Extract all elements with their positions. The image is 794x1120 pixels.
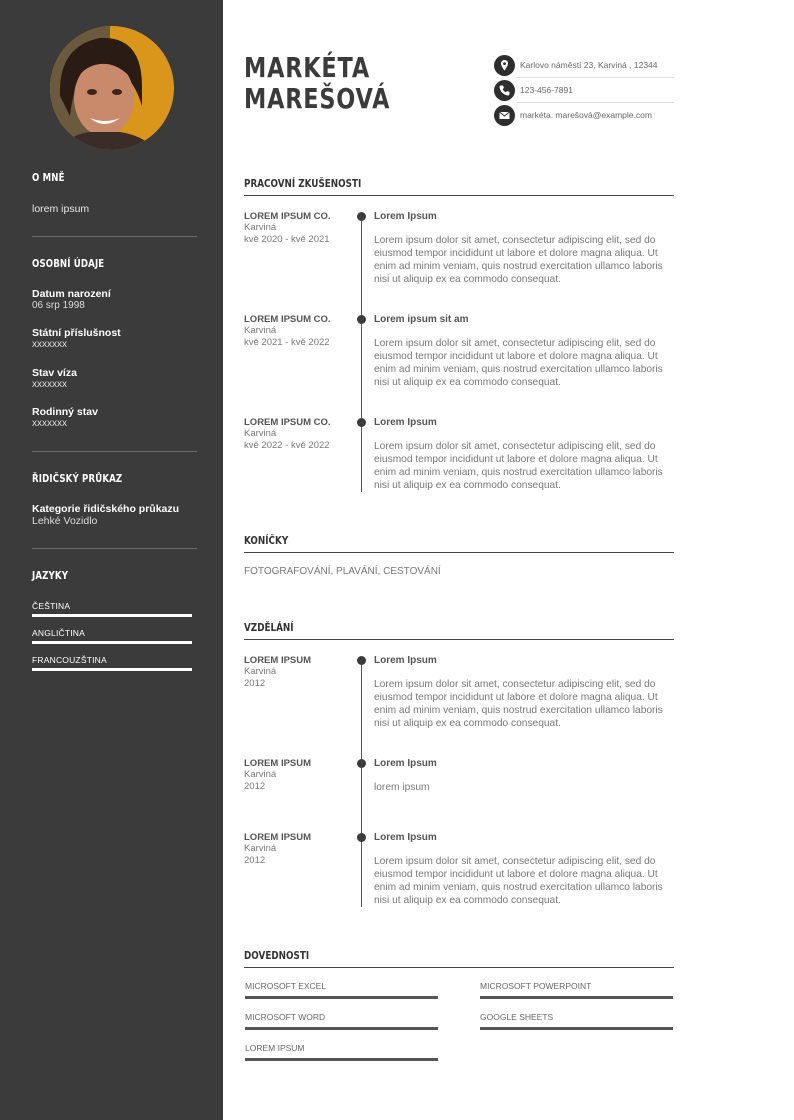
- email-text: markéta. marešová@example.com: [520, 110, 652, 120]
- personal-item: [32, 367, 197, 390]
- languages-section: [32, 569, 197, 582]
- school-name: LOREM IPSUM: [244, 655, 312, 666]
- profile-photo: [50, 26, 174, 150]
- personal-section: [32, 257, 197, 270]
- contact-phone: [494, 79, 674, 103]
- employment-dates: kvě 2020 - kvě 2021: [244, 234, 330, 245]
- language-item: [32, 628, 192, 644]
- about-text: lorem ipsum: [32, 203, 90, 215]
- timeline-dot: [357, 656, 366, 665]
- skill-name: GOOGLE SHEETS: [480, 1012, 554, 1022]
- skill-name: MICROSOFT POWERPOINT: [480, 981, 592, 991]
- personal-heading: OSOBNÍ ÚDAJE: [32, 257, 105, 270]
- language-name: FRANCOUZŠTINA: [32, 655, 107, 665]
- job-title: Lorem Ipsum: [374, 211, 437, 222]
- about-heading: O MNĚ: [32, 171, 65, 184]
- school-city: Karviná: [244, 666, 277, 677]
- contact-email: [494, 104, 674, 128]
- personal-value: xxxxxxx: [32, 339, 67, 350]
- personal-label: Datum narození: [32, 288, 111, 300]
- company-city: Karviná: [244, 428, 277, 439]
- degree-description: Lorem ipsum dolor sit amet, consectetur adipiscing elit, sed do eiusmod tempor incididunt ut labore et dolore magna aliqua. Ut enim ad minim veniam, quis nostrud exercitation ullamco laboris nisi ut aliquip ex ea commodo consequat.: [374, 856, 663, 906]
- school-name: LOREM IPSUM: [244, 832, 312, 843]
- timeline-dot: [357, 833, 366, 842]
- school-city: Karviná: [244, 843, 277, 854]
- language-name: ČEŠTINA: [32, 601, 71, 611]
- employment-dates: kvě 2022 - kvě 2022: [244, 440, 330, 451]
- hobbies-text: FOTOGRAFOVÁNÍ, PLAVÁNÍ, CESTOVÁNÍ: [244, 566, 441, 577]
- company-name: LOREM IPSUM CO.: [244, 417, 331, 428]
- school-name: LOREM IPSUM: [244, 758, 312, 769]
- skill-item: [245, 981, 438, 999]
- timeline-dot: [357, 315, 366, 324]
- contact-divider: [516, 77, 674, 78]
- license-label: Kategorie řidičského průkazu: [32, 503, 180, 515]
- employment-dates: kvě 2021 - kvě 2022: [244, 337, 330, 348]
- sidebar-divider: [32, 236, 197, 237]
- experience-meta: [244, 417, 354, 452]
- sidebar-divider: [32, 451, 197, 452]
- graduation-year: 2012: [244, 855, 266, 866]
- language-item: [32, 655, 192, 671]
- language-level-bar: [32, 668, 192, 671]
- timeline-line: [361, 216, 362, 492]
- skill-name: LOREM IPSUM: [245, 1043, 305, 1053]
- language-name: ANGLIČTINA: [32, 628, 86, 638]
- section-rule: [244, 639, 674, 640]
- job-description: Lorem ipsum dolor sit amet, consectetur adipiscing elit, sed do eiusmod tempor incididunt ut labore et dolore magna aliqua. Ut enim ad minim veniam, quis nostrud exercitation ullamco laboris nisi ut aliquip ex ea commodo consequat.: [374, 338, 663, 388]
- job-description: Lorem ipsum dolor sit amet, consectetur adipiscing elit, sed do eiusmod tempor incididunt ut labore et dolore magna aliqua. Ut enim ad minim veniam, quis nostrud exercitation ullamco laboris nisi ut aliquip ex ea commodo consequat.: [374, 441, 663, 491]
- section-rule: [244, 195, 674, 196]
- contact-address: [494, 54, 674, 78]
- degree-title: Lorem Ipsum: [374, 832, 437, 843]
- personal-value: xxxxxxx: [32, 418, 67, 429]
- language-level-bar: [32, 641, 192, 644]
- skill-level-bar: [480, 996, 673, 999]
- experience-heading: PRACOVNÍ ZKUŠENOSTI: [244, 177, 362, 190]
- skill-level-bar: [245, 1027, 438, 1030]
- company-city: Karviná: [244, 325, 277, 336]
- personal-label: Rodinný stav: [32, 406, 98, 418]
- degree-description: lorem ipsum: [374, 782, 430, 793]
- skill-level-bar: [245, 996, 438, 999]
- skill-level-bar: [245, 1058, 438, 1061]
- language-level-bar: [32, 614, 192, 617]
- language-item: [32, 601, 192, 617]
- license-value: Lehké Vozidlo: [32, 515, 98, 527]
- education-meta: [244, 758, 354, 793]
- skill-item: [245, 1043, 438, 1061]
- education-detail: [374, 832, 674, 907]
- company-name: LOREM IPSUM CO.: [244, 211, 331, 222]
- phone-text: 123-456-7891: [520, 85, 573, 95]
- company-city: Karviná: [244, 222, 277, 233]
- languages-heading: JAZYKY: [32, 569, 69, 582]
- skill-name: MICROSOFT WORD: [245, 1012, 326, 1022]
- license-item: [32, 503, 197, 527]
- personal-item: [32, 406, 197, 429]
- education-meta: [244, 655, 354, 690]
- personal-value: xxxxxxx: [32, 379, 67, 390]
- graduation-year: 2012: [244, 781, 266, 792]
- skill-level-bar: [480, 1027, 673, 1030]
- school-city: Karviná: [244, 769, 277, 780]
- job-description: Lorem ipsum dolor sit amet, consectetur adipiscing elit, sed do eiusmod tempor incididunt ut labore et dolore magna aliqua. Ut enim ad minim veniam, quis nostrud exercitation ullamco laboris nisi ut aliquip ex ea commodo consequat.: [374, 235, 663, 285]
- address-text: Karlovo náměstí 23, Karviná , 12344: [520, 60, 658, 70]
- timeline-dot: [357, 759, 366, 768]
- skill-item: [245, 1012, 438, 1030]
- degree-description: Lorem ipsum dolor sit amet, consectetur adipiscing elit, sed do eiusmod tempor incididunt ut labore et dolore magna aliqua. Ut enim ad minim veniam, quis nostrud exercitation ullamco laboris nisi ut aliquip ex ea commodo consequat.: [374, 679, 663, 729]
- timeline-line: [361, 660, 362, 907]
- experience-detail: [374, 211, 674, 286]
- education-heading: VZDĚLÁNÍ: [244, 621, 294, 634]
- personal-label: Státní příslušnost: [32, 327, 121, 339]
- section-rule: [244, 552, 674, 553]
- section-rule: [244, 967, 674, 968]
- skill-item: [480, 981, 673, 999]
- hobbies-heading: KONÍČKY: [244, 534, 289, 547]
- license-section: [32, 472, 197, 485]
- degree-title: Lorem Ipsum: [374, 758, 437, 769]
- personal-item: [32, 327, 197, 350]
- license-heading: ŘIDIČSKÝ PRŮKAZ: [32, 472, 123, 485]
- job-title: Lorem Ipsum: [374, 417, 437, 428]
- experience-detail: [374, 417, 674, 492]
- education-detail: [374, 655, 674, 730]
- job-title: Lorem ipsum sit am: [374, 314, 469, 325]
- person-name: [244, 52, 390, 114]
- company-name: LOREM IPSUM CO.: [244, 314, 331, 325]
- education-detail: [374, 758, 674, 794]
- phone-icon: [494, 80, 515, 101]
- personal-value: 06 srp 1998: [32, 300, 85, 311]
- personal-item: [32, 288, 197, 311]
- personal-label: Stav víza: [32, 367, 77, 379]
- envelope-icon: [494, 105, 515, 126]
- timeline-dot: [357, 212, 366, 221]
- sidebar: [0, 0, 223, 1120]
- location-pin-icon: [494, 55, 515, 76]
- degree-title: Lorem Ipsum: [374, 655, 437, 666]
- timeline-dot: [357, 418, 366, 427]
- experience-meta: [244, 314, 354, 349]
- first-name: MARKÉTA: [244, 51, 371, 84]
- skills-heading: DOVEDNOSTI: [244, 949, 310, 962]
- skill-item: [480, 1012, 673, 1030]
- graduation-year: 2012: [244, 678, 266, 689]
- contact-divider: [516, 102, 674, 103]
- experience-meta: [244, 211, 354, 246]
- last-name: MAREŠOVÁ: [244, 82, 391, 115]
- experience-detail: [374, 314, 674, 389]
- sidebar-divider: [32, 548, 197, 549]
- about-section: [32, 171, 197, 215]
- skill-name: MICROSOFT EXCEL: [245, 981, 327, 991]
- education-meta: [244, 832, 354, 867]
